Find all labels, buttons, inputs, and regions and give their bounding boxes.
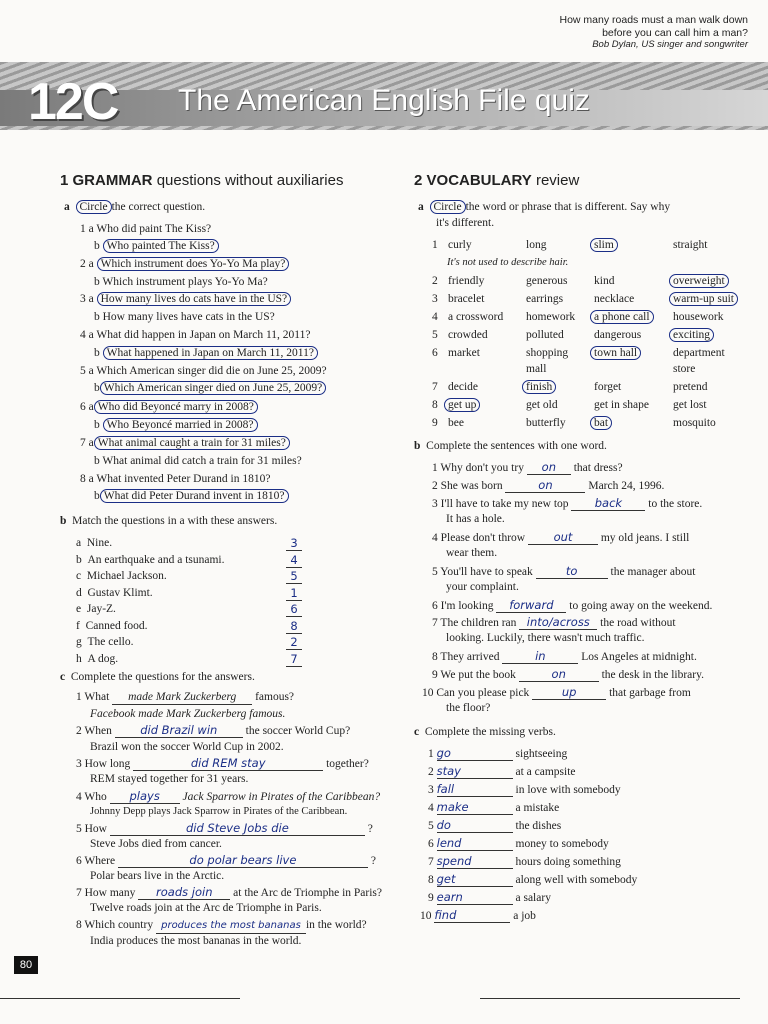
b3-cont: It has a hole.: [446, 513, 505, 525]
c4-question: 4 Who plays Jack Sparrow in Pirates of the Caribbean?: [76, 789, 381, 803]
vocab-cell: [594, 380, 621, 394]
vocab-row-number: 7: [432, 381, 438, 393]
q6a: 6 a Who did Beyoncé marry in 2008?: [80, 400, 258, 414]
verb-number: 6: [428, 838, 434, 850]
vocab-b-instruction: b Complete the sentences with one word.: [414, 440, 607, 452]
vocab-cell: [448, 292, 484, 306]
verb-number: 3: [428, 784, 434, 796]
vocab-cell: [669, 292, 738, 306]
vocab-row-number: 8: [432, 399, 438, 411]
vocab-circled-word[interactable]: a phone call: [590, 310, 654, 324]
match-letter: a: [76, 537, 82, 549]
circle-word: Circle: [76, 200, 112, 214]
c7-answer: Twelve roads join at the Arc de Triomphe in Paris.: [90, 902, 322, 914]
verb-blank[interactable]: spend: [437, 854, 513, 869]
vocab-cell: [590, 310, 654, 324]
vocab-cell: [673, 398, 707, 412]
match-answer[interactable]: 7: [286, 652, 302, 667]
vocab-circled-word[interactable]: get up: [444, 398, 480, 412]
vocab-word[interactable]: butterfly: [526, 417, 566, 429]
vocab-word[interactable]: generous: [526, 275, 568, 287]
vocab-c-instruction: c Complete the missing verbs.: [414, 726, 556, 738]
match-text: Gustav Klimt.: [87, 586, 153, 599]
verb-text: a job: [513, 910, 536, 922]
vocab-word[interactable]: decide: [448, 381, 479, 393]
verb-number: 8: [428, 874, 434, 886]
vocab-word[interactable]: shopping: [526, 347, 569, 359]
vocab-word[interactable]: get in shape: [594, 399, 649, 411]
match-text: An earthquake and a tsunami.: [87, 553, 225, 566]
footer-rule-right: [480, 998, 740, 999]
verb-blank[interactable]: go: [437, 746, 513, 761]
vocab-cell: [526, 416, 566, 430]
match-item: [76, 536, 112, 550]
vocab-word[interactable]: polluted: [526, 329, 564, 341]
c8-blank[interactable]: produces the most bananas: [156, 919, 306, 934]
vocab-a-instruction-2: it's different.: [436, 217, 495, 229]
verb-blank[interactable]: fall: [437, 782, 513, 797]
grammar-header: [60, 172, 343, 189]
match-answer[interactable]: 6: [286, 602, 302, 617]
verb-number: 5: [428, 820, 434, 832]
vocab-cell: [590, 346, 641, 360]
vocab-cell: [522, 380, 556, 394]
verb-text: along well with somebody: [515, 874, 638, 886]
vocab-subtitle: review: [535, 172, 580, 189]
answer-circle: What did Peter Durand invent in 1810?: [100, 489, 289, 503]
vocabulary-header: [414, 172, 579, 189]
q3b: b How many lives have cats in the US?: [94, 311, 275, 323]
c6-answer: Polar bears live in the Arctic.: [90, 870, 225, 882]
q8a: 8 a What invented Peter Durand in 1810?: [80, 473, 271, 485]
answer-circle: What animal caught a train for 31 miles?: [94, 436, 290, 450]
verb-blank[interactable]: find: [434, 908, 510, 923]
match-text: Jay-Z.: [86, 603, 116, 615]
vocab-row-number: 5: [432, 329, 438, 341]
vocab-word[interactable]: necklace: [594, 293, 635, 305]
vocab-circled-word[interactable]: bat: [590, 416, 612, 430]
vocab-word[interactable]: get old: [526, 399, 558, 411]
match-item: [76, 602, 116, 616]
grammar-title: GRAMMAR: [72, 172, 153, 189]
c1-answer: Facebook made Mark Zuckerberg famous.: [90, 708, 286, 720]
vocab-word[interactable]: crowded: [448, 329, 488, 341]
b5: 5 You'll have to speak to the manager about: [432, 564, 696, 578]
c2-question: 2 When did Brazil win the soccer World Cup?: [76, 723, 351, 737]
q7b: b What animal did catch a train for 31 miles?: [94, 455, 302, 467]
verb-text: the dishes: [515, 820, 562, 832]
match-letter: g: [76, 636, 82, 648]
verb-text: hours doing something: [515, 856, 621, 868]
match-answer[interactable]: 4: [286, 553, 302, 568]
verb-text: at a campsite: [515, 766, 576, 778]
q7a: 7 a What animal caught a train for 31 miles?: [80, 436, 290, 450]
match-answer[interactable]: 3: [286, 536, 302, 551]
c5-question: 5 How did Steve Jobs die ?: [76, 821, 373, 835]
vocab-cell: [526, 398, 558, 412]
answer-circle: Who painted The Kiss?: [103, 239, 219, 253]
vocab-circled-word[interactable]: warm-up suit: [669, 292, 738, 306]
match-letter: b: [76, 553, 82, 566]
match-text: A dog.: [87, 652, 119, 665]
vocab-cell: [673, 380, 707, 394]
verb-number: 4: [428, 802, 434, 814]
verb-item: [428, 818, 561, 833]
verb-blank[interactable]: make: [437, 800, 513, 815]
b4-blank[interactable]: out: [528, 530, 598, 545]
answer-circle: Who did Beyoncé marry in 2008?: [94, 400, 258, 414]
q4a: 4 a What did happen in Japan on March 11, 2011?: [80, 329, 311, 341]
b9: 9 We put the book on the desk in the library.: [432, 667, 704, 681]
circle-word: Circle: [430, 200, 466, 214]
vocab-cell: [526, 346, 568, 360]
b1: 1 Why don't you try on that dress?: [432, 460, 623, 474]
b3-blank[interactable]: back: [571, 496, 645, 511]
vocab-word[interactable]: dangerous: [594, 329, 642, 341]
b2-blank[interactable]: on: [505, 478, 585, 493]
b8-blank[interactable]: in: [502, 649, 578, 664]
match-text: Canned food.: [85, 619, 148, 632]
b8: 8 They arrived in Los Angeles at midnight.: [432, 649, 697, 663]
footer-rule-left: [0, 998, 240, 999]
verb-number: 10: [420, 910, 432, 922]
match-item: [76, 553, 225, 567]
c3-blank[interactable]: did REM stay: [133, 756, 323, 771]
vocab-word[interactable]: bracelet: [448, 293, 485, 305]
c1-blank: made Mark Zuckerberg: [112, 690, 252, 705]
quote-author: Bob Dylan, US singer and songwriter: [592, 39, 748, 50]
match-answer[interactable]: 1: [286, 586, 302, 601]
grammar-number: 1: [60, 172, 69, 189]
vocab-circled-word[interactable]: town hall: [590, 346, 641, 360]
c8-question: 8 Which country produces the most bananas in the world?: [76, 918, 367, 934]
title-banner: [0, 62, 768, 130]
vocab-circled-word[interactable]: exciting: [669, 328, 714, 342]
vocab-cell: [448, 310, 503, 324]
vocab-word[interactable]: bee: [448, 417, 464, 429]
match-item: [76, 635, 133, 649]
match-item: [76, 652, 118, 666]
vocab-word[interactable]: department: [673, 347, 725, 359]
verb-blank[interactable]: stay: [437, 764, 513, 779]
c1-question: 1 What made Mark Zuckerberg famous?: [76, 691, 295, 703]
vocab-cell: [448, 346, 480, 360]
match-item: [76, 569, 167, 583]
verb-text: a salary: [515, 892, 551, 904]
answer-circle: How many lives do cats have in the US?: [97, 292, 292, 306]
quote-line-2: before you can call him a man?: [602, 26, 748, 39]
vocab-cell: [673, 346, 725, 360]
grammar-c-instruction: c Complete the questions for the answers.: [60, 671, 255, 683]
vocab-cell: [673, 416, 716, 430]
unit-number: 12C: [28, 73, 118, 130]
page-number: 80: [14, 956, 38, 974]
answer-circle: Which instrument does Yo-Yo Ma play?: [97, 257, 290, 271]
b4: 4 Please don't throw out my old jeans. I still: [432, 530, 690, 544]
vocab-cell: [594, 274, 614, 288]
vocab-cell: [594, 328, 641, 342]
match-answer[interactable]: 5: [286, 569, 302, 584]
b7-cont: looking. Luckily, there wasn't much traffic.: [446, 632, 645, 644]
c4-answer: Johnny Depp plays Jack Sparrow in Pirates of the Caribbean.: [90, 806, 348, 817]
q5b: b Which American singer died on June 25, 2009?: [94, 381, 326, 395]
c2-answer: Brazil won the soccer World Cup in 2002.: [90, 741, 284, 753]
b6-blank[interactable]: forward: [496, 598, 566, 613]
verb-item: [428, 782, 621, 797]
answer-circle: Which American singer died on June 25, 2009?: [100, 381, 326, 395]
vocab-cell: [669, 328, 714, 342]
vocab-word[interactable]: kind: [594, 275, 615, 287]
verb-number: 1: [428, 748, 434, 760]
vocab-cell: [673, 238, 708, 252]
c3-answer: REM stayed together for 31 years.: [90, 773, 249, 785]
answer-circle: What happened in Japan on March 11, 2011?: [103, 346, 318, 360]
vocab-circled-word[interactable]: slim: [590, 238, 618, 252]
vocab-cell: [448, 328, 488, 342]
vocab-cell: [448, 380, 478, 394]
match-item: [76, 619, 148, 633]
b10-blank[interactable]: up: [532, 685, 606, 700]
vocab-cell: [590, 238, 618, 252]
vocab-number: 2: [414, 172, 423, 189]
vocab-cell: [594, 398, 649, 412]
b2: 2 She was born on March 24, 1996.: [432, 478, 665, 492]
c6-question: 6 Where do polar bears live ?: [76, 853, 376, 867]
verb-item: [428, 836, 609, 851]
q8b: b What did Peter Durand invent in 1810?: [94, 489, 289, 503]
match-letter: e: [76, 603, 82, 615]
vocab-row-number: 4: [432, 311, 438, 323]
b5-blank[interactable]: to: [536, 564, 608, 579]
vocab-word[interactable]: straight: [673, 239, 708, 251]
c7-blank[interactable]: roads join: [138, 885, 230, 900]
verb-item: [428, 746, 567, 761]
vocab-word[interactable]: long: [526, 239, 547, 251]
vocab-cell: [448, 416, 464, 430]
verb-number: 7: [428, 856, 434, 868]
verb-text: money to somebody: [515, 838, 609, 850]
match-text: The cello.: [87, 636, 134, 648]
vocab-word[interactable]: friendly: [448, 275, 485, 287]
letter: a: [64, 201, 70, 213]
c3-question: 3 How long did REM stay together?: [76, 756, 369, 770]
vocab-word[interactable]: a crossword: [448, 311, 504, 323]
verb-item: [420, 908, 536, 923]
vocab-word[interactable]: mosquito: [673, 417, 716, 429]
b10-cont: the floor?: [446, 702, 491, 714]
vocab-word[interactable]: pretend: [673, 381, 708, 393]
q1a: 1 a Who did paint The Kiss?: [80, 223, 212, 235]
vocab-word[interactable]: housework: [673, 311, 724, 323]
q1b: b Who painted The Kiss?: [94, 239, 219, 253]
q2a: 2 a Which instrument does Yo-Yo Ma play?: [80, 257, 289, 271]
vocab-cell: [526, 292, 563, 306]
match-item: [76, 586, 153, 600]
vocab-store: store: [673, 363, 696, 375]
vocab-word[interactable]: earrings: [526, 293, 564, 305]
c5-blank[interactable]: did Steve Jobs die: [110, 821, 365, 836]
q3a: 3 a How many lives do cats have in the US?: [80, 292, 291, 306]
verb-blank[interactable]: get: [437, 872, 513, 887]
verb-number: 2: [428, 766, 434, 778]
quote-line-1: How many roads must a man walk down: [559, 14, 748, 26]
vocab-cell: [526, 238, 546, 252]
match-letter: h: [76, 652, 82, 665]
vocab-row-number: 3: [432, 293, 438, 305]
instruction-text: the correct question.: [111, 201, 206, 213]
b1-blank[interactable]: on: [527, 460, 571, 475]
vocab-cell: [590, 416, 612, 430]
vocab-row-number: 9: [432, 417, 438, 429]
vocab-word[interactable]: homework: [526, 311, 576, 323]
epigraph: [560, 14, 749, 52]
vocab-cell: [526, 274, 568, 288]
c7-question: 7 How many roads join at the Arc de Triomphe in Paris?: [76, 885, 383, 899]
q5a: 5 a Which American singer did die on June 25, 2009?: [80, 365, 327, 377]
q6b: b Who Beyoncé married in 2008?: [94, 418, 258, 432]
verb-blank[interactable]: lend: [437, 836, 513, 851]
verb-item: [428, 764, 576, 779]
verb-item: [428, 872, 637, 887]
verb-item: [428, 890, 551, 905]
grammar-a-instruction: [64, 200, 205, 214]
vocab-cell: [444, 398, 480, 412]
vocab-cell: [669, 274, 729, 288]
q2b: b Which instrument plays Yo-Yo Ma?: [94, 276, 268, 288]
c6-blank[interactable]: do polar bears live: [118, 853, 368, 868]
grammar-subtitle: questions without auxiliaries: [156, 172, 344, 189]
vocab-cell: [526, 328, 564, 342]
grammar-b-instruction: b Match the questions in a with these answers.: [60, 515, 278, 527]
vocab-example: It's not used to describe hair.: [447, 257, 569, 268]
vocab-circled-word[interactable]: finish: [522, 380, 556, 394]
b4-cont: wear them.: [446, 547, 498, 559]
match-answer[interactable]: 2: [286, 635, 302, 650]
verb-text: sightseeing: [515, 748, 568, 760]
verb-number: 9: [428, 892, 434, 904]
b9-blank[interactable]: on: [519, 667, 599, 682]
vocab-word[interactable]: get lost: [673, 399, 707, 411]
vocab-mall: mall: [526, 363, 547, 375]
b10: 10 Can you please pick up that garbage from: [422, 685, 691, 699]
vocab-word[interactable]: curly: [448, 239, 472, 251]
answer-circle: Who Beyoncé married in 2008?: [103, 418, 258, 432]
b6: 6 I'm looking forward to going away on the weekend.: [432, 598, 713, 612]
vocab-word[interactable]: market: [448, 347, 480, 359]
page-title: The American English File quiz: [178, 84, 590, 117]
c4-blank[interactable]: plays: [110, 789, 180, 804]
vocab-row-number: 6: [432, 347, 438, 359]
vocab-word[interactable]: forget: [594, 381, 622, 393]
vocab-a-instruction: a Circle the word or phrase that is different. Say why: [418, 201, 671, 213]
verb-text: in love with somebody: [515, 784, 621, 796]
vocab-cell: [448, 274, 484, 288]
q4b: b What happened in Japan on March 11, 2011?: [94, 346, 318, 360]
vocab-cell: [448, 238, 472, 252]
match-letter: f: [76, 619, 80, 632]
vocab-row-number: 2: [432, 275, 438, 287]
verb-blank[interactable]: do: [437, 818, 513, 833]
vocab-cell: [673, 310, 723, 324]
verb-item: [428, 800, 559, 815]
b3: 3 I'll have to take my new top back to the store.: [432, 496, 703, 510]
verb-blank[interactable]: earn: [437, 890, 513, 905]
vocab-cell: [526, 310, 575, 324]
vocab-row-number: 1: [432, 239, 438, 251]
match-text: Michael Jackson.: [86, 570, 167, 582]
verb-item: [428, 854, 621, 869]
c2-blank[interactable]: did Brazil win: [115, 723, 243, 738]
vocab-circled-word[interactable]: overweight: [669, 274, 729, 288]
c5-answer: Steve Jobs died from cancer.: [90, 838, 222, 850]
b7: 7 The children ran into/across the road without: [432, 615, 676, 629]
b5-cont: your complaint.: [446, 581, 519, 593]
match-answer[interactable]: 8: [286, 619, 302, 634]
match-letter: d: [76, 586, 82, 599]
b7-blank[interactable]: into/across: [519, 615, 597, 630]
match-text: Nine.: [86, 537, 113, 549]
c8-answer: India produces the most bananas in the world.: [90, 935, 302, 947]
vocab-title: VOCABULARY: [426, 172, 532, 189]
vocab-cell: [594, 292, 634, 306]
match-letter: c: [76, 570, 82, 582]
verb-text: a mistake: [515, 802, 560, 814]
